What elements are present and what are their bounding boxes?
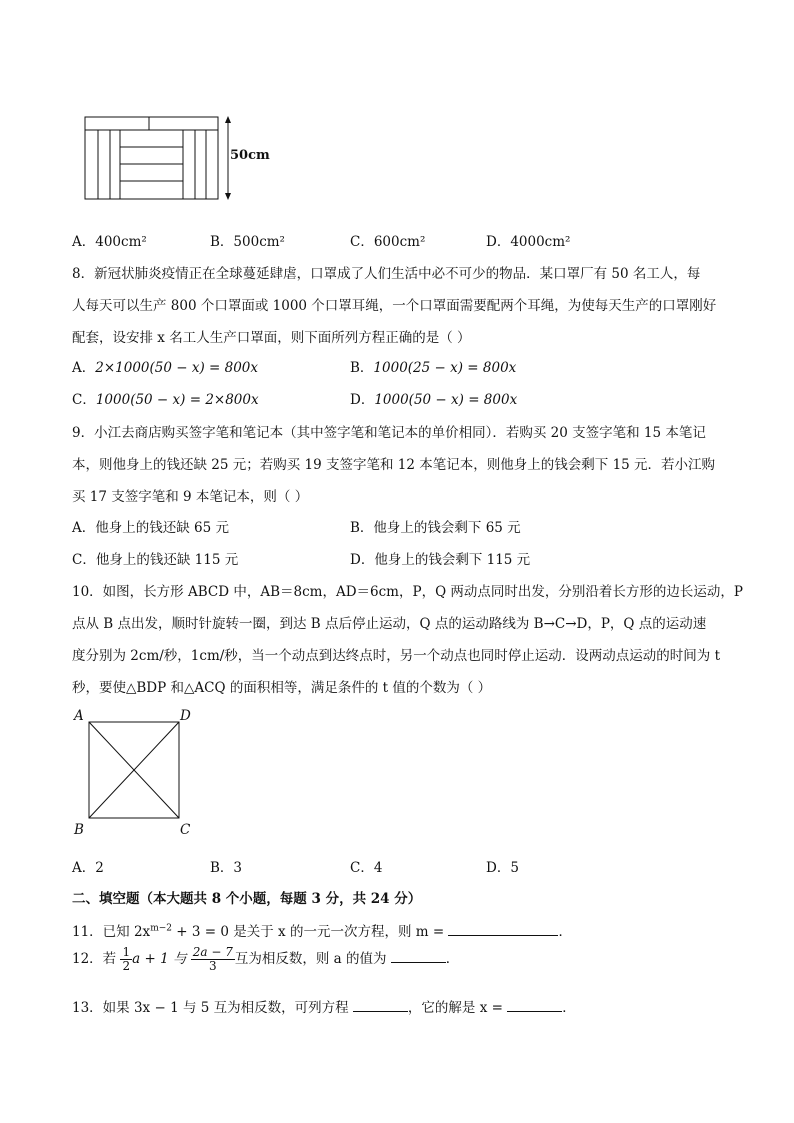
q12-fraction-1: $\frac{1}{2}$ [122,945,131,973]
q10-text-line-1: 10．如图，长方形 ABCD 中，AB＝8cm，AD＝6cm，P，Q 两动点同时出发，分别沿着长方形的边长运动，P [72,584,744,600]
q8-option-d[interactable]: D．1000(50 − x) = 800x [350,392,518,408]
q7-option-c[interactable]: C．600cm² [350,234,426,250]
q8-option-b[interactable]: B．1000(25 − x) = 800x [350,360,517,376]
q7-dimension-label: 50cm [230,148,270,163]
q8-text-line-2: 人每天可以生产 800 个口罩面或 1000 个口罩耳绳，一个口罩面需要配两个耳绳，为使每天生产的口罩刚好 [72,298,717,314]
q10-text-line-3: 度分别为 2cm/秒，1cm/秒，当一个动点到达终点时，另一个动点也同时停止运动．设两动点运动的时间为 t [72,648,721,664]
q13-line: 13．如果 3x − 1 与 5 互为相反数，可列方程 ，它的解是 x = ． [72,1000,576,1016]
q9-option-b[interactable]: B．他身上的钱会剩下 65 元 [350,520,521,536]
q10-rectangle-figure [85,718,185,822]
q10-text-line-2: 点从 B 点出发，顺时针旋转一圈，到达 B 点后停止运动，Q 点的运动路线为 B→C→D，P，Q 点的运动速 [72,616,707,632]
q10-text-line-4: 秒，要使△BDP 和△ACQ 的面积相等，满足条件的 t 值的个数为（ ） [72,680,492,696]
q10-option-a[interactable]: A．2 [72,860,104,876]
q10-vertex-d: D [180,708,191,724]
q7-option-a[interactable]: A．400cm² [72,234,147,250]
q9-text-line-1: 9．小江去商店购买签字笔和笔记本（其中签字笔和笔记本的单价相同）．若购买 20 支签字笔和 15 本笔记 [72,425,706,441]
q9-text-line-3: 买 17 支签字笔和 9 本笔记本，则（ ） [72,489,309,505]
q10-vertex-a: A [74,708,84,724]
q12-answer-blank[interactable] [391,950,446,963]
q9-option-a[interactable]: A．他身上的钱还缺 65 元 [72,520,230,536]
q9-text-line-2: 本，则他身上的钱还缺 25 元；若购买 19 支签字笔和 12 本笔记本，则他身上的钱会剩下 15 元．若小江购 [72,457,716,473]
q7-option-b[interactable]: B．500cm² [210,234,285,250]
q8-option-a[interactable]: A．2×1000(50 − x) = 800x [72,360,259,376]
q12-fraction-2: $\frac{2a - 7}{3}$ [192,945,233,973]
section-heading-fill-in: 二、填空题（本大题共 8 个小题，每题 3 分，共 24 分） [72,891,422,907]
q9-option-d[interactable]: D．他身上的钱会剩下 115 元 [350,552,531,568]
q10-option-c[interactable]: C．4 [350,860,383,876]
q13-solution-blank[interactable] [507,999,562,1012]
q8-text-line-1: 8．新冠状肺炎疫情正在全球蔓延肆虐，口罩成了人们生活中必不可少的物品．某口罩厂有 50 名工人，每 [72,266,701,282]
q11-line: 11．已知 $2x^{m-2} + 3 = 0$ 是关于 x 的一元一次方程，则 m = ． [72,923,572,940]
q7-option-d[interactable]: D．4000cm² [486,234,571,250]
q13-equation-blank[interactable] [353,999,408,1012]
q11-answer-blank[interactable] [448,923,558,936]
q10-option-d[interactable]: D．5 [486,860,519,876]
q9-option-c[interactable]: C．他身上的钱还缺 115 元 [72,552,239,568]
q8-text-line-3: 配套，设安排 x 名工人生产口罩面，则下面所列方程正确的是（ ） [72,330,471,346]
q8-option-c[interactable]: C．1000(50 − x) = 2×800x [72,392,259,408]
q12-line: 12．若 $\frac{1}{2}$ a + 1 与 $\frac{2a - 7}{3}$ 互为相反数，则 a 的值为 ． [72,945,460,973]
q10-vertex-c: C [180,822,191,838]
q10-option-b[interactable]: B．3 [210,860,243,876]
q10-vertex-b: B [74,822,84,838]
